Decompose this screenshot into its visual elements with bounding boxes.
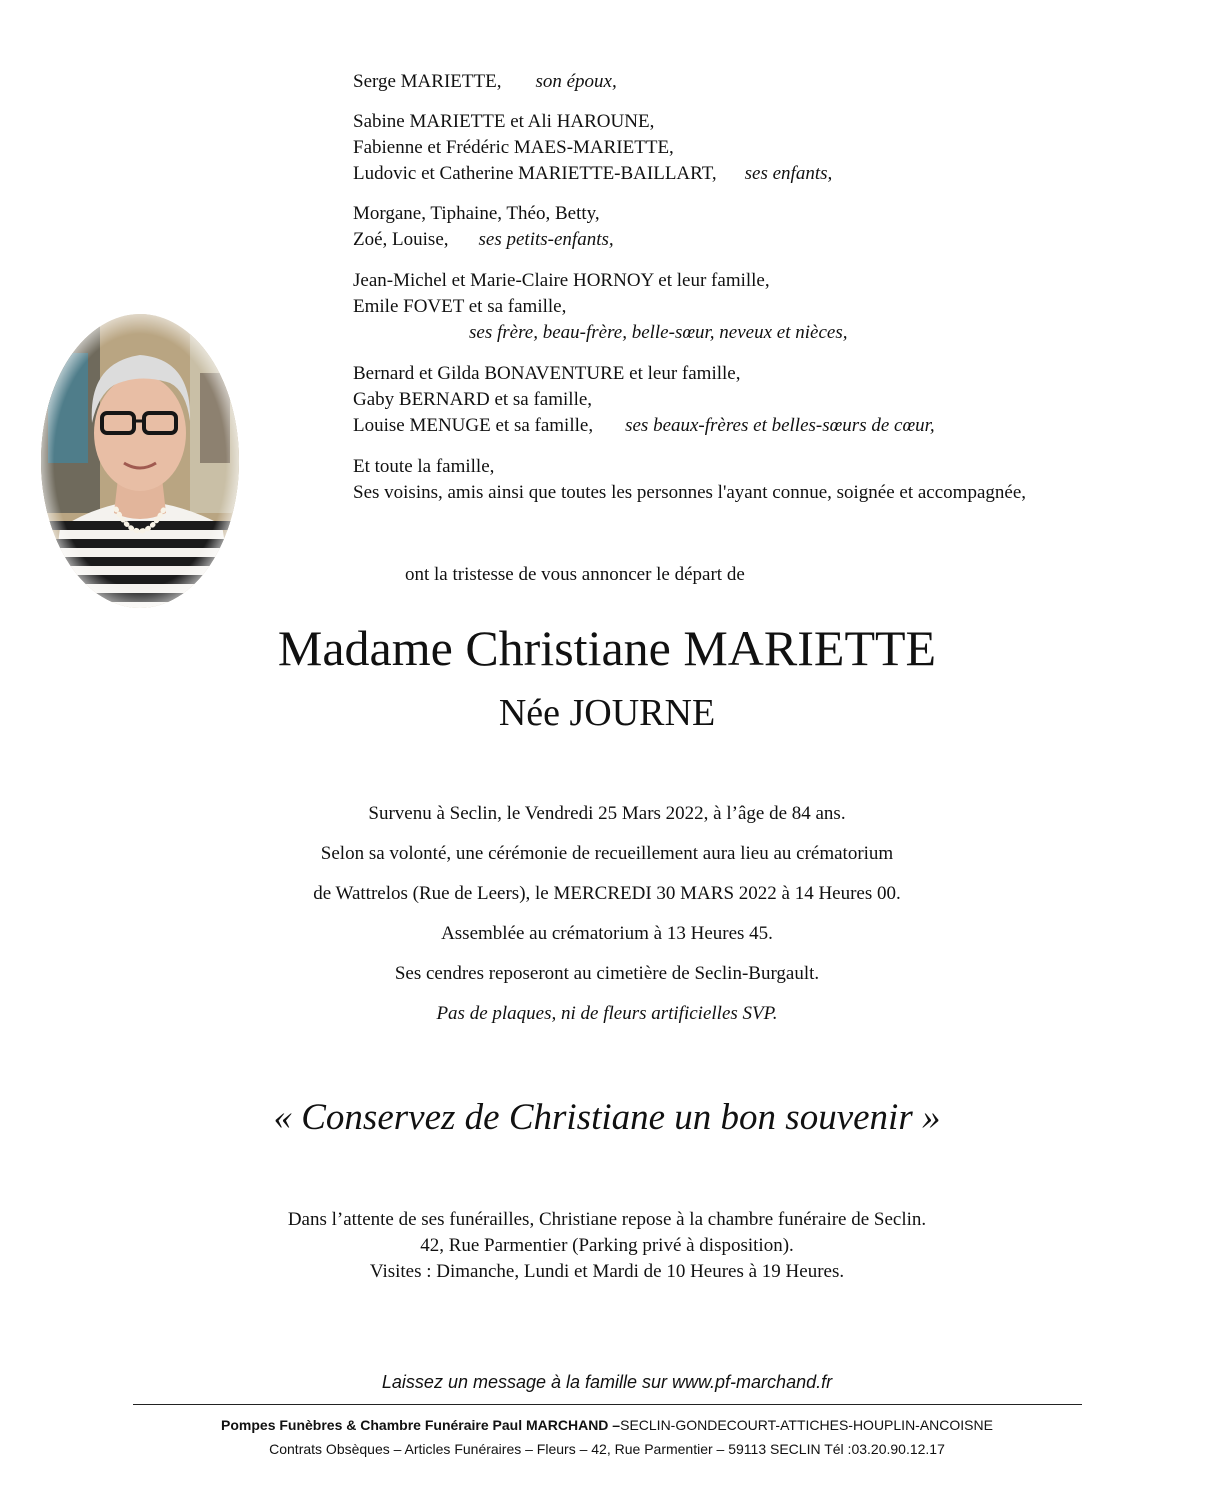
details-line: Ses cendres reposeront au cimetière de Seclin-Burgault. — [394, 963, 820, 984]
children-role: ses enfants, — [744, 163, 833, 184]
footer-divider — [133, 1404, 1082, 1405]
others-line: Ses voisins, amis ainsi que toutes les personnes l'ayant connue, soignée et accompagnée, — [353, 482, 1027, 503]
visitation-line: Visites : Dimanche, Lundi et Mardi de 10 Heures à 19 Heures. — [369, 1261, 845, 1282]
children-block — [353, 109, 832, 187]
siblings-role: ses frère, beau-frère, belle-sœur, neveux et nièces, — [469, 322, 848, 343]
portrait-photo — [40, 313, 240, 609]
footer-locations: SECLIN-GONDECOURT-ATTICHES-HOUPLIN-ANCOISNE — [620, 1417, 993, 1433]
details-note: Pas de plaques, ni de fleurs artificielles SVP. — [436, 1003, 778, 1024]
details-block — [0, 794, 1214, 1034]
grandchildren-role: ses petits-enfants, — [478, 229, 614, 250]
in-laws-role: ses beaux-frères et belles-sœurs de cœur, — [625, 415, 935, 436]
sibling-line: Emile FOVET et sa famille, — [353, 296, 567, 317]
details-line: Survenu à Seclin, le Vendredi 25 Mars 2022, à l’âge de 84 ans. — [368, 803, 846, 824]
sibling-line: Jean-Michel et Marie-Claire HORNOY et leur famille, — [353, 270, 770, 291]
details-line: Assemblée au crématorium à 13 Heures 45. — [441, 923, 773, 944]
child-line: Fabienne et Frédéric MAES-MARIETTE, — [353, 137, 674, 158]
spouse-line — [353, 69, 617, 95]
in-law-line: Louise MENUGE et sa famille, — [353, 415, 594, 436]
visitation-block — [0, 1207, 1214, 1285]
spouse-name: Serge MARIETTE, — [353, 71, 502, 92]
in-laws-block — [353, 361, 935, 439]
message-link[interactable]: Laissez un message à la famille sur www.pf-marchand.fr — [381, 1372, 833, 1392]
footer — [0, 1413, 1214, 1461]
details-line: de Wattrelos (Rue de Leers), le MERCREDI 30 MARS 2022 à 14 Heures 00. — [313, 883, 901, 904]
details-line: Selon sa volonté, une cérémonie de recueillement aura lieu au crématorium — [320, 843, 894, 864]
child-line: Ludovic et Catherine MARIETTE-BAILLART, — [353, 163, 717, 184]
visitation-line: 42, Rue Parmentier (Parking privé à disposition). — [420, 1235, 794, 1256]
others-line: Et toute la famille, — [353, 456, 495, 477]
footer-company: Pompes Funèbres & Chambre Funéraire Paul MARCHAND – — [221, 1417, 621, 1433]
footer-services: Contrats Obsèques – Articles Funéraires – Fleurs – 42, Rue Parmentier – 59113 SECLIN Tél :03.20.90.12.17 — [269, 1441, 945, 1457]
remembrance-quote: « Conservez de Christiane un bon souvenir » — [273, 1097, 941, 1138]
footer-company-line — [0, 1413, 1214, 1437]
grandchildren-line: Morgane, Tiphaine, Théo, Betty, — [353, 203, 600, 224]
in-law-line: Bernard et Gilda BONAVENTURE et leur famille, — [353, 363, 741, 384]
announcement: ont la tristesse de vous annoncer le départ de — [405, 564, 745, 585]
grandchildren-line: Zoé, Louise, — [353, 229, 449, 250]
maiden-name: Née JOURNE — [498, 692, 716, 734]
deceased-name: Madame Christiane MARIETTE — [277, 620, 937, 676]
in-law-line: Gaby BERNARD et sa famille, — [353, 389, 593, 410]
visitation-line: Dans l’attente de ses funérailles, Christiane repose à la chambre funéraire de Seclin. — [287, 1209, 927, 1230]
others-block — [353, 454, 1026, 506]
child-line: Sabine MARIETTE et Ali HAROUNE, — [353, 111, 655, 132]
spouse-role: son époux, — [535, 71, 617, 92]
grandchildren-block — [353, 201, 614, 253]
siblings-block — [353, 268, 847, 346]
